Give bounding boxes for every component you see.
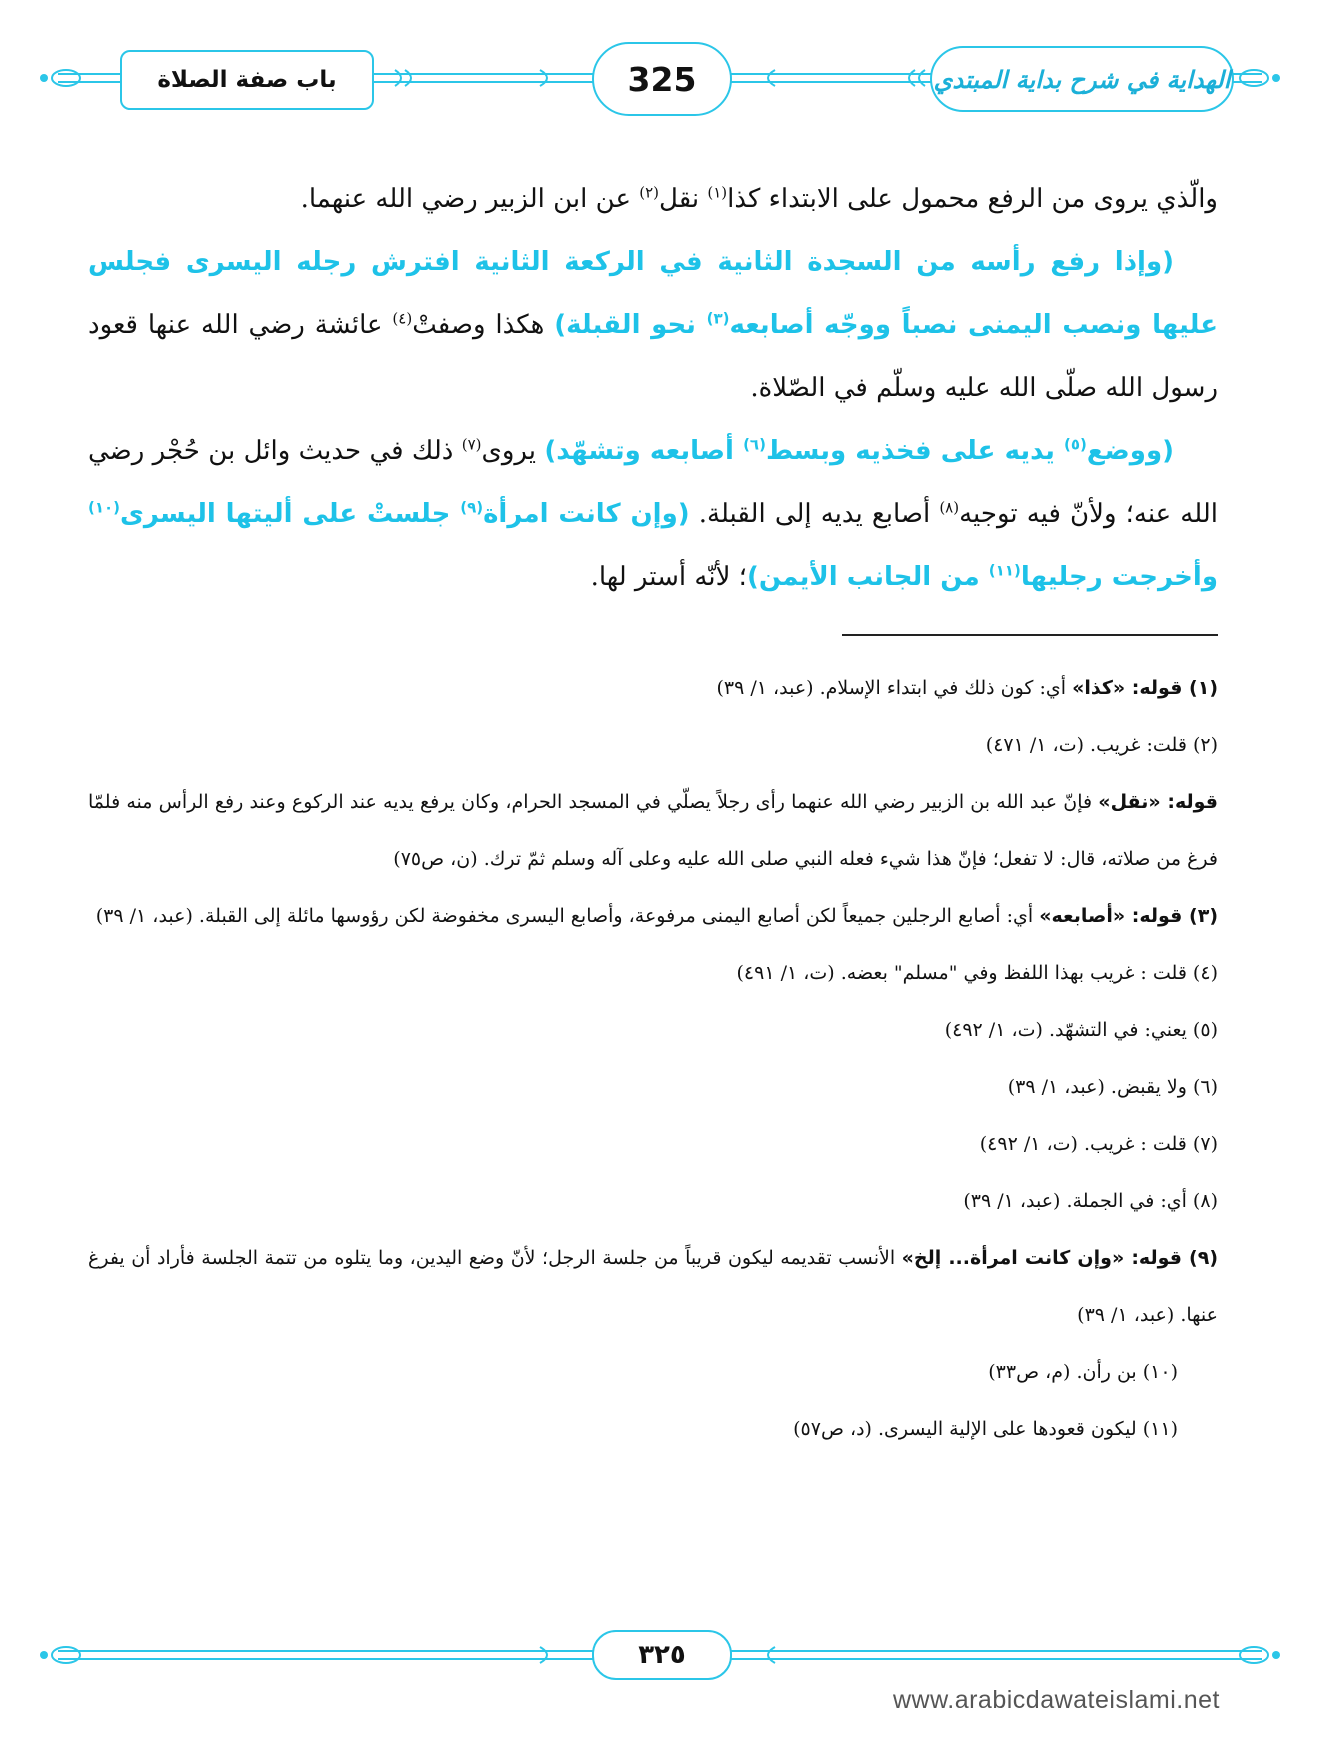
footnote-ref: (٣) [706,309,730,328]
main-paragraph-2 [88,231,1218,420]
footnote-lead: قوله: «أصابعه» [1039,905,1183,927]
footnote-ref: (٨) [939,498,960,517]
footnote-5 [88,1002,1218,1059]
footnote-text: (٥) يعني: في التشهّد. (ت، ١/ ٤٩٢) [944,1019,1218,1041]
page-number: 325 [592,42,732,116]
footnote-number: (٣) [1182,905,1218,927]
text-run: ذلك في حديث وائل بن حُجْر رضي الله عنه؛ ولأنّ فيه توجيه [88,436,1218,529]
footnotes [88,660,1218,1458]
footnote-text: (٢) قلت: غريب. (ت، ١/ ٤٧١) [985,734,1218,756]
text-run: نقل [659,184,708,214]
footnote-text: الأنسب تقديمه ليكون قريباً من جلسة الرجل؛ لأنّ وضع اليدين، وما يتلوه من تتمة الجلسة فأراد أن يفرغ عنها. (عبد، ١/ ٣٩) [88,1247,1218,1326]
footnote-4 [88,945,1218,1002]
footnote-text: أي: كون ذلك في ابتداء الإسلام. (عبد، ١/ ٣٩) [716,677,1073,699]
footnote-2 [88,717,1218,774]
text-run: هكذا وصفتْ [412,310,555,340]
footnote-lead: قوله: «وإن كانت امرأة... إلخ» [901,1247,1182,1269]
footnote-ref: (٢) [639,183,660,202]
footnote-8 [88,1173,1218,1230]
footnote-ref: (١١) [988,561,1021,580]
footnote-ref: (٩) [460,498,484,517]
footnote-lead: قوله: «كذا» [1072,677,1183,699]
footnote-text: أي: أصابع الرجلين جميعاً لكن أصابع اليمنى مرفوعة، وأصابع اليسرى مخفوضة لكن رؤوسها مائلة إلى القبلة. (عبد، ١/ ٣٩) [95,905,1040,927]
footnote-9 [88,1230,1218,1344]
footnote-ref: (٤) [392,309,413,328]
footnote-number: (١) [1182,677,1218,699]
website-url: www.arabicdawateislami.net [892,1686,1220,1714]
page-footer [0,1620,1320,1751]
footnote-text: (٦) ولا يقبض. (عبد، ١/ ٣٩) [1007,1076,1218,1098]
main-text [88,168,1218,609]
footnote-3 [88,888,1218,945]
footnote-ref: (٦) [743,435,766,454]
footnote-ref: (٧) [461,435,482,454]
main-paragraph-3 [88,420,1218,609]
footnote-number: (٩) [1181,1247,1219,1269]
matn-text: (وإذا رفع رأسه من السجدة الثانية في الركعة الثانية افترش رجله اليسرى فجلس عليها ونصب اليمنى نصباً ووجّه أصابعه [88,247,1218,340]
text-run: يروى [481,436,545,466]
text-run: ؛ لأنّه أستر لها. [590,562,747,592]
text-run: أصابع يديه إلى القبلة. [689,499,940,529]
footnote-text: (٤) قلت : غريب بهذا اللفظ وفي "مسلم" بعضه. (ت، ١/ ٤٩١) [736,962,1218,984]
matn-text: من الجانب الأيمن) [746,562,989,592]
text-run: عن ابن الزبير رضي الله عنهما. [300,184,640,214]
page-header [0,0,1320,160]
footnote-text: (١١) ليكون قعودها على الإلية اليسرى. (د، ص٥٧) [793,1418,1178,1440]
footnote-ref: (١) [707,183,728,202]
footnote-text: (٨) أي: في الجملة. (عبد، ١/ ٣٩) [963,1190,1218,1212]
chapter-title: باب صفة الصلاة [120,50,374,110]
footnote-1 [88,660,1218,717]
matn-text: (ووضع [1086,436,1174,466]
matn-text: يديه على فخذيه وبسط [765,436,1065,466]
footnote-separator [842,634,1218,636]
footnote-6 [88,1059,1218,1116]
footnote-11 [88,1401,1218,1458]
footnote-ref: (١٠) [88,498,121,517]
footnote-lead: قوله: «نقل» [1098,791,1218,813]
book-title-logo: الهداية في شرح بداية المبتدي [930,46,1234,112]
main-paragraph-1 [88,168,1218,231]
footnote-7 [88,1116,1218,1173]
matn-text: نحو القبلة) [554,310,707,340]
text-run: عائشة رضي الله عنها قعود رسول الله صلّى الله عليه وسلّم في الصّلاة. [88,310,1218,403]
text-run: والّذي يروى من الرفع محمول على الابتداء كذا [727,184,1218,214]
footer-page-number: ٣٢٥ [592,1630,732,1680]
footnote-2-commentary [88,774,1218,888]
matn-text: جلستْ على أليتها اليسرى [120,499,461,529]
footnote-10 [88,1344,1218,1401]
matn-text: (وإن كانت امرأة [483,499,690,529]
footnote-text: فإنّ عبد الله بن الزبير رضي الله عنهما رأى رجلاً يصلّي في المسجد الحرام، وكان يرفع يديه عند الركوع وعند رفع الرأس منه فلمّا فرغ من صلاته، قال: لا تفعل؛ فإنّ هذا شيء فعله النبي صلى الله عليه وعلى آله وسلم ثمّ ترك. (ن، ص٧٥) [88,791,1218,870]
matn-text: وأخرجت رجليها [1020,562,1218,592]
footnote-ref: (٥) [1064,435,1087,454]
footnote-text: (٧) قلت : غريب. (ت، ١/ ٤٩٢) [979,1133,1218,1155]
matn-text: أصابعه وتشهّد) [544,436,744,466]
footnote-text: (١٠) بن رأن. (م، ص٣٣) [988,1361,1178,1383]
